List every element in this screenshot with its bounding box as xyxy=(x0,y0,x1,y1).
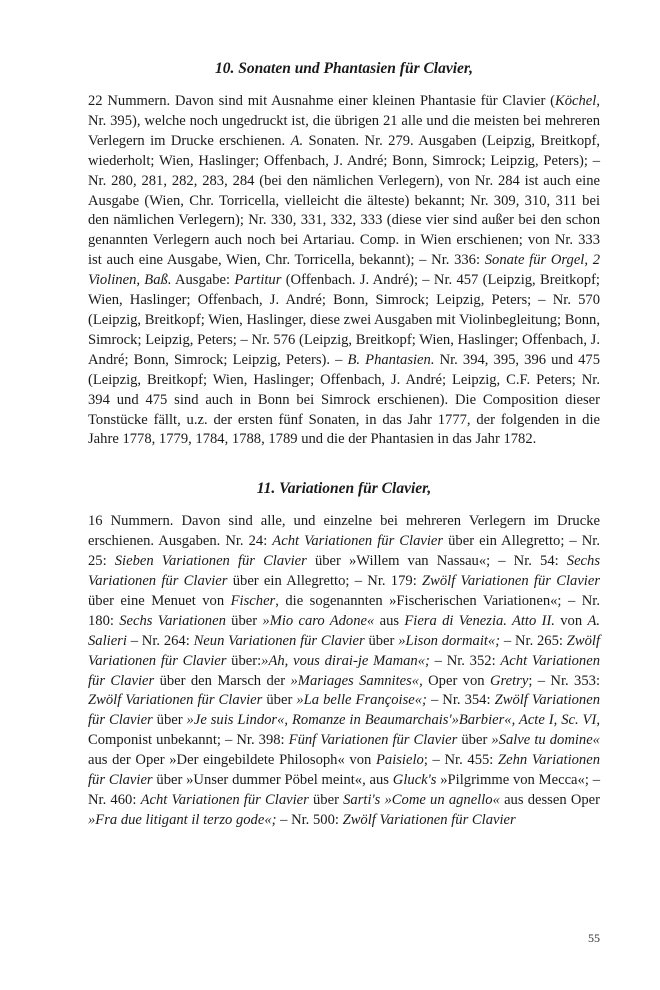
italic-text-run: Sonate für Orgel, 2 Violinen, Baß. xyxy=(88,252,600,289)
text-run: , die sogenannten »Fischerischen Variationen«; – Nr. 180: xyxy=(88,592,600,629)
italic-text-run: Zwölf Variationen für Clavier xyxy=(422,573,601,590)
text-run: – Nr. 500: xyxy=(276,811,343,828)
italic-text-run: »Lison dormait«; xyxy=(398,632,501,649)
italic-text-run: Gretry xyxy=(489,672,529,689)
text-run: – Nr. 264: xyxy=(126,632,194,649)
italic-text-run: Zwölf Variationen für Clavier xyxy=(342,811,516,828)
text-run: aus dessen Oper xyxy=(499,792,600,808)
italic-text-run: A. xyxy=(290,132,304,149)
text-run: über eine Menuet von xyxy=(88,592,231,609)
text-run: (Offenbach. J. André); – Nr. 457 (Leipzig, Breitkopf; Wien, Haslinger; Offenbach, J. André; Bonn, Simrock; Leipzig, Peters; – Nr. 570 (Leipzig, Breitkopf; Wien, Haslinger, diese zwei Ausgaben mit Violinbegleitung; Bonn, Simrock; Leipzig, Peters; – Nr. 576 (Leipzig, Breitkopf; Wien, Haslinger; Offenbach, J. André; Bonn, Simrock; Leipzig, Peters). – xyxy=(88,272,600,368)
text-run: ; – Nr. 353: xyxy=(528,672,600,689)
italic-text-run: »Fra due litigant il terzo gode«; xyxy=(88,811,277,828)
italic-text-run: Fischer xyxy=(230,592,276,609)
italic-text-run: »Je suis Lindor«, Romanze in Beaumarchais'»Barbier«, Acte I, Sc. VI, xyxy=(186,712,600,729)
text-run: 22 Nummern. Davon sind mit Ausnahme einer kleinen Phantasie für Clavier ( xyxy=(88,93,555,109)
italic-text-run: Sarti's »Come un agnello« xyxy=(343,792,500,808)
italic-text-run: Sechs Variationen für Clavier xyxy=(88,553,600,590)
italic-text-run: B. Phantasien. xyxy=(347,351,435,368)
italic-text-run: Acht Variationen für Clavier xyxy=(140,792,309,808)
text-run: Oper von xyxy=(422,672,490,689)
italic-text-run: Sieben Variationen für Clavier xyxy=(114,553,307,570)
italic-text-run: »Salve tu domine« xyxy=(491,732,600,749)
italic-text-run: Zwölf Variationen für Clavier xyxy=(88,632,601,669)
text-run: über »Unser dummer Pöbel meint«, aus xyxy=(152,772,393,789)
section-10-title: 10. Sonaten und Phantasien für Clavier, xyxy=(215,60,473,77)
text-run: von xyxy=(554,612,588,629)
text-run: über xyxy=(457,732,492,749)
text-run: – Nr. 354: xyxy=(426,692,495,709)
section-11-paragraph xyxy=(88,512,600,831)
italic-text-run: Zwölf Variationen für Clavier xyxy=(88,692,263,709)
text-run: Sonaten. Nr. 279. Ausgaben (Leipzig, Breitkopf, wiederholt; Wien, Haslinger; Offenbach, J. André; Bonn, Simrock; Leipzig, Peters); – Nr. 280, 281, 282, 283, 284 (bei den nämlichen Verlegern), von Nr. 284 ist auch eine Ausgabe (Wien, Chr. Torricella, vielleicht die älteste) bekannt; Nr. 309, 310, 311 bei den nämlichen Verlegern); Nr. 330, 331, 332, 333 (diese vier sind außer bei den schon genannten Verlegern auch noch bei Artariau. Comp. in Wien erschienen; von Nr. 333 ist auch eine Ausgabe, Wien, Chr. Torricella, bekannt); – Nr. 336: xyxy=(88,132,600,269)
italic-text-run: »Mio caro Adone« xyxy=(262,612,375,629)
italic-text-run: A. Salieri xyxy=(88,612,601,649)
italic-text-run: Acht Variationen für Clavier xyxy=(272,533,444,550)
section-11-title: 11. Variationen für Clavier, xyxy=(256,480,432,498)
italic-text-run: Paisielo xyxy=(375,752,424,769)
section-10-paragraph xyxy=(88,92,600,450)
italic-text-run: Zwölf Variationen für Clavier xyxy=(88,692,601,729)
text-run: ; – Nr. 455: xyxy=(423,752,499,769)
text-run: über xyxy=(364,632,399,649)
italic-text-run: »Ah, vous dirai-je Maman«; xyxy=(261,652,430,669)
italic-text-run: Neun Variationen für Clavier xyxy=(193,632,365,649)
text-run: über den Marsch der xyxy=(154,672,291,689)
italic-text-run: Sechs Variationen xyxy=(119,612,226,629)
text-run: 16 Nummern. Davon sind alle, und einzelne bei mehreren Verlegern im Drucke erschienen. Ausgaben. Nr. 24: xyxy=(88,513,600,550)
text-run: über xyxy=(262,692,297,709)
page-content xyxy=(88,58,600,831)
text-run: über ein Allegretto; – Nr. 179: xyxy=(227,573,423,590)
page-number: 55 xyxy=(588,931,600,945)
text-run: Ausgabe: xyxy=(171,272,235,289)
text-run: über xyxy=(308,792,344,808)
text-run: aus xyxy=(374,612,405,629)
text-run: Nr. 394, 395, 396 und 475 (Leipzig, Breitkopf; Wien, Haslinger; Offenbach, J. André; Leipzig, C.F. Peters; Nr. 394 und 475 sind auch in Bonn bei Simrock erschienen). Die Composition dieser Tonstücke fällt, u.z. der ersten fünf Sonaten, in das Jahr 1777, der folgenden in die Jahre 1778, 1779, 1784, 1788, 1789 und die der Phantasien in das Jahr 1782. xyxy=(88,351,600,448)
italic-text-run: Partitur xyxy=(234,272,282,289)
text-run: über xyxy=(152,712,187,729)
italic-text-run: Fünf Variationen für Clavier xyxy=(288,732,458,749)
italic-text-run: »Mariages Samnites«, xyxy=(290,672,423,689)
text-run: »Pilgrimme von Mecca«; – Nr. 460: xyxy=(88,772,600,808)
text-run: – Nr. 265: xyxy=(500,632,567,649)
text-run: über »Willem van Nassau«; – Nr. 54: xyxy=(306,553,567,570)
italic-text-run: Zehn Variationen für Clavier xyxy=(88,752,600,789)
italic-text-run: Köchel xyxy=(555,93,597,109)
italic-text-run: Gluck's xyxy=(392,772,437,789)
text-run: über ein Allegretto; – Nr. 25: xyxy=(88,533,600,570)
text-run: – Nr. 352: xyxy=(429,652,501,669)
italic-text-run: »La belle Françoise«; xyxy=(296,692,427,709)
italic-text-run: Fiera di Venezia. Atto II. xyxy=(404,612,555,629)
text-run: , Nr. 395), welche noch ungedruckt ist, die übrigen 21 alle und die meisten bei mehreren Verlegern im Drucke erschienen. xyxy=(88,93,600,149)
text-run: über xyxy=(225,612,263,629)
text-run: aus der Oper »Der eingebildete Philosoph« von xyxy=(88,752,376,769)
text-run: über: xyxy=(226,652,262,669)
text-run: Componist unbekannt; – Nr. 398: xyxy=(88,732,289,749)
italic-text-run: Acht Variationen für Clavier xyxy=(88,652,600,689)
